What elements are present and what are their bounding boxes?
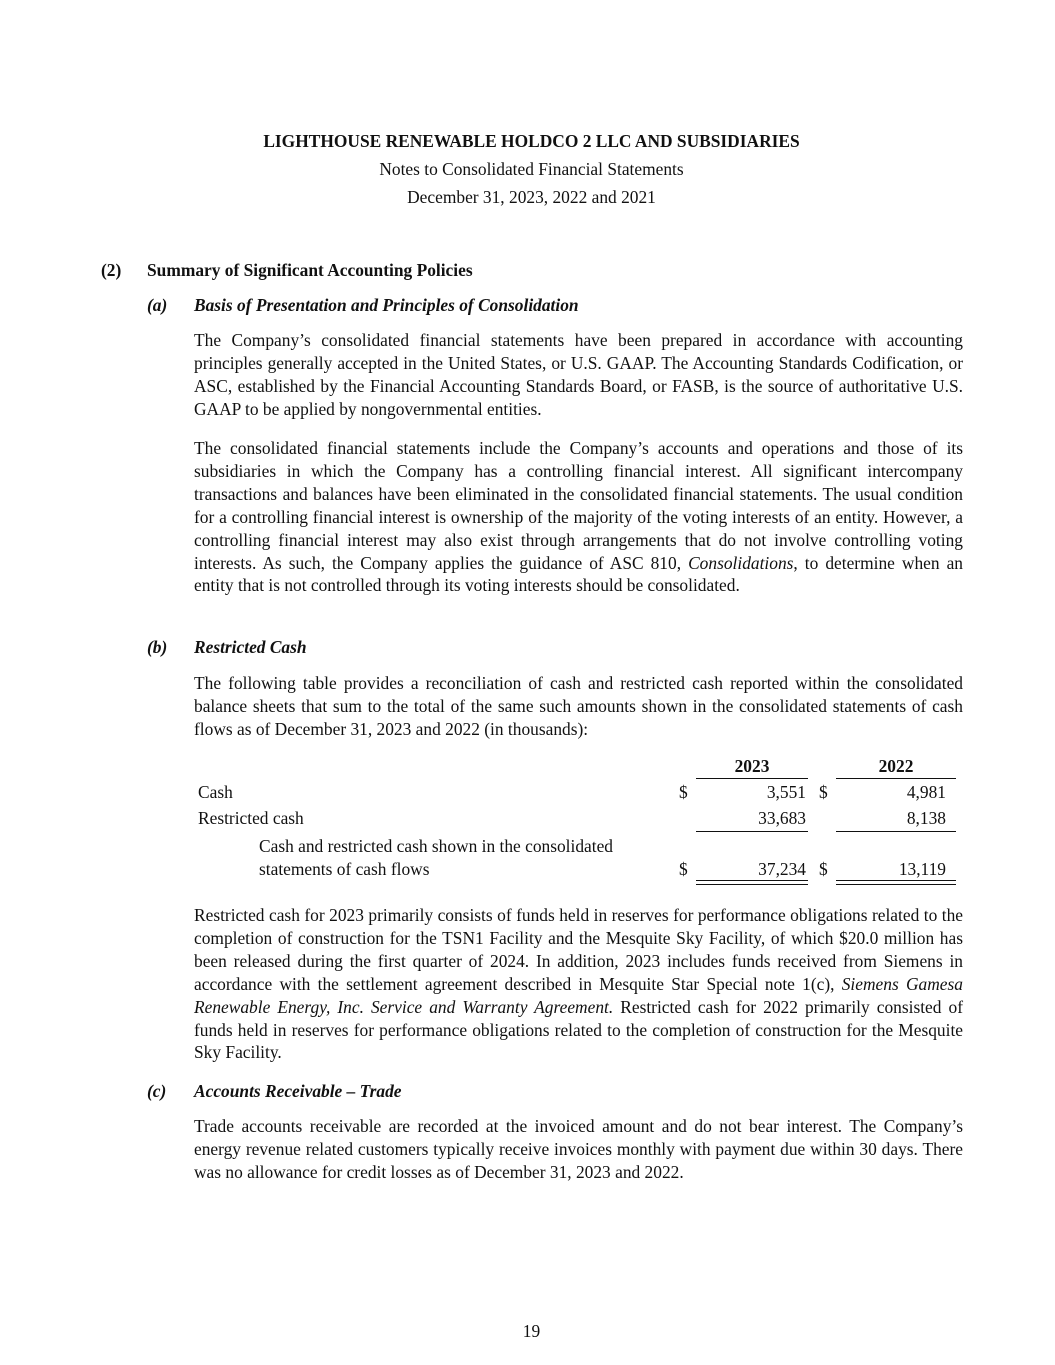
total-label-line1: Cash and restricted cash shown in the consolidated <box>259 836 614 856</box>
column-header-2023: 2023 <box>734 756 770 776</box>
section-heading <box>101 260 473 281</box>
subsection-title: Accounts Receivable – Trade <box>194 1081 402 1101</box>
subsection-letter: (b) <box>147 637 168 657</box>
page-number: 19 <box>522 1321 541 1341</box>
paragraph-consolidation <box>194 437 963 597</box>
cell-value: 13,119 <box>898 859 946 879</box>
subsection-b-heading <box>147 637 307 658</box>
row-label: Restricted cash <box>198 808 304 828</box>
subsection-letter: (a) <box>147 295 168 315</box>
total-double-underline <box>696 880 808 885</box>
total-label-line2: statements of cash flows <box>259 859 430 879</box>
column-header-2022: 2022 <box>878 756 914 776</box>
text-run: The consolidated financial statements include the Company’s accounts and operations and those of its subsidiaries in which the Company has a controlling financial interest. All significant intercompany transactions and balances have been eliminated in the consolidated financial statements. The usual condition for a controlling financial interest is ownership of the majority of the voting interests of an entity. However, a controlling financial interest may also exist through arrangements that do not involve controlling voting interests. As such, the Company applies the guidance of ASC 810, <box>194 438 963 573</box>
cell-value: 33,683 <box>758 808 806 828</box>
paragraph-restricted-cash-detail <box>194 904 963 1064</box>
currency-symbol: $ <box>679 859 688 879</box>
subsection-title: Basis of Presentation and Principles of Consolidation <box>194 295 579 315</box>
cell-value: 4,981 <box>906 782 946 802</box>
subsection-title: Restricted Cash <box>194 637 307 657</box>
document-date: December 31, 2023, 2022 and 2021 <box>407 187 656 207</box>
section-title: Summary of Significant Accounting Policies <box>147 260 473 280</box>
subsection-letter: (c) <box>147 1081 167 1101</box>
subtotal-underline <box>836 831 956 832</box>
text-run: Restricted cash for 2023 primarily consists of funds held in reserves for performance obligations related to the completion of construction for the TSN1 Facility and the Mesquite Sky Facility, of which $20.0 million has been released during the first quarter of 2024. In addition, 2023 includes funds received from Siemens in accordance with the settlement agreement described in Mesquite Star Special note 1(c), <box>194 905 963 994</box>
restricted-cash-table <box>194 754 963 884</box>
total-double-underline <box>836 880 956 885</box>
italic-reference: Siemens Gamesa Renewable Energy, Inc. Service and Warranty Agreement. <box>194 973 963 1017</box>
cell-value: 3,551 <box>766 782 806 802</box>
text-run: Restricted cash for 2022 primarily consisted of funds held in reserves for performance obligations related to the completion of construction for the Mesquite Sky Facility. <box>194 996 963 1063</box>
paragraph-accounts-receivable: Trade accounts receivable are recorded at the invoiced amount and do not bear interest. The Company’s energy revenue related customers typically receive invoices monthly with payment due within 30 days. There was no allowance for credit losses as of December 31, 2023 and 2022. <box>194 1116 963 1182</box>
document-subtitle: Notes to Consolidated Financial Statements <box>379 159 684 179</box>
company-title: LIGHTHOUSE RENEWABLE HOLDCO 2 LLC AND SUBSIDIARIES <box>263 131 800 151</box>
subsection-a-heading <box>147 295 579 316</box>
paragraph-restricted-cash-intro: The following table provides a reconciliation of cash and restricted cash reported within the consolidated balance sheets that sum to the total of the same such amounts shown in the consolidated statements of cash flows as of December 31, 2023 and 2022 (in thousands): <box>194 673 963 739</box>
header-underline <box>836 778 956 779</box>
currency-symbol: $ <box>819 782 828 802</box>
header-underline <box>696 778 808 779</box>
text-run: , to determine when an entity that is not controlled through its voting interests should be consolidated. <box>194 552 963 596</box>
section-number: (2) <box>101 260 122 280</box>
cell-value: 8,138 <box>906 808 946 828</box>
row-label: Cash <box>198 782 233 802</box>
currency-symbol: $ <box>679 782 688 802</box>
italic-reference: Consolidations <box>688 552 794 573</box>
paragraph-basis-of-presentation: The Company’s consolidated financial statements have been prepared in accordance with accounting principles generally accepted in the United States, or U.S. GAAP. The Accounting Standards Codification, or ASC, established by the Financial Accounting Standards Board, or FASB, is the source of authoritative U.S. GAAP to be applied by nongovernmental entities. <box>194 330 963 419</box>
cell-value: 37,234 <box>758 859 806 879</box>
subsection-c-heading <box>147 1081 402 1102</box>
subtotal-underline <box>696 831 808 832</box>
currency-symbol: $ <box>819 859 828 879</box>
